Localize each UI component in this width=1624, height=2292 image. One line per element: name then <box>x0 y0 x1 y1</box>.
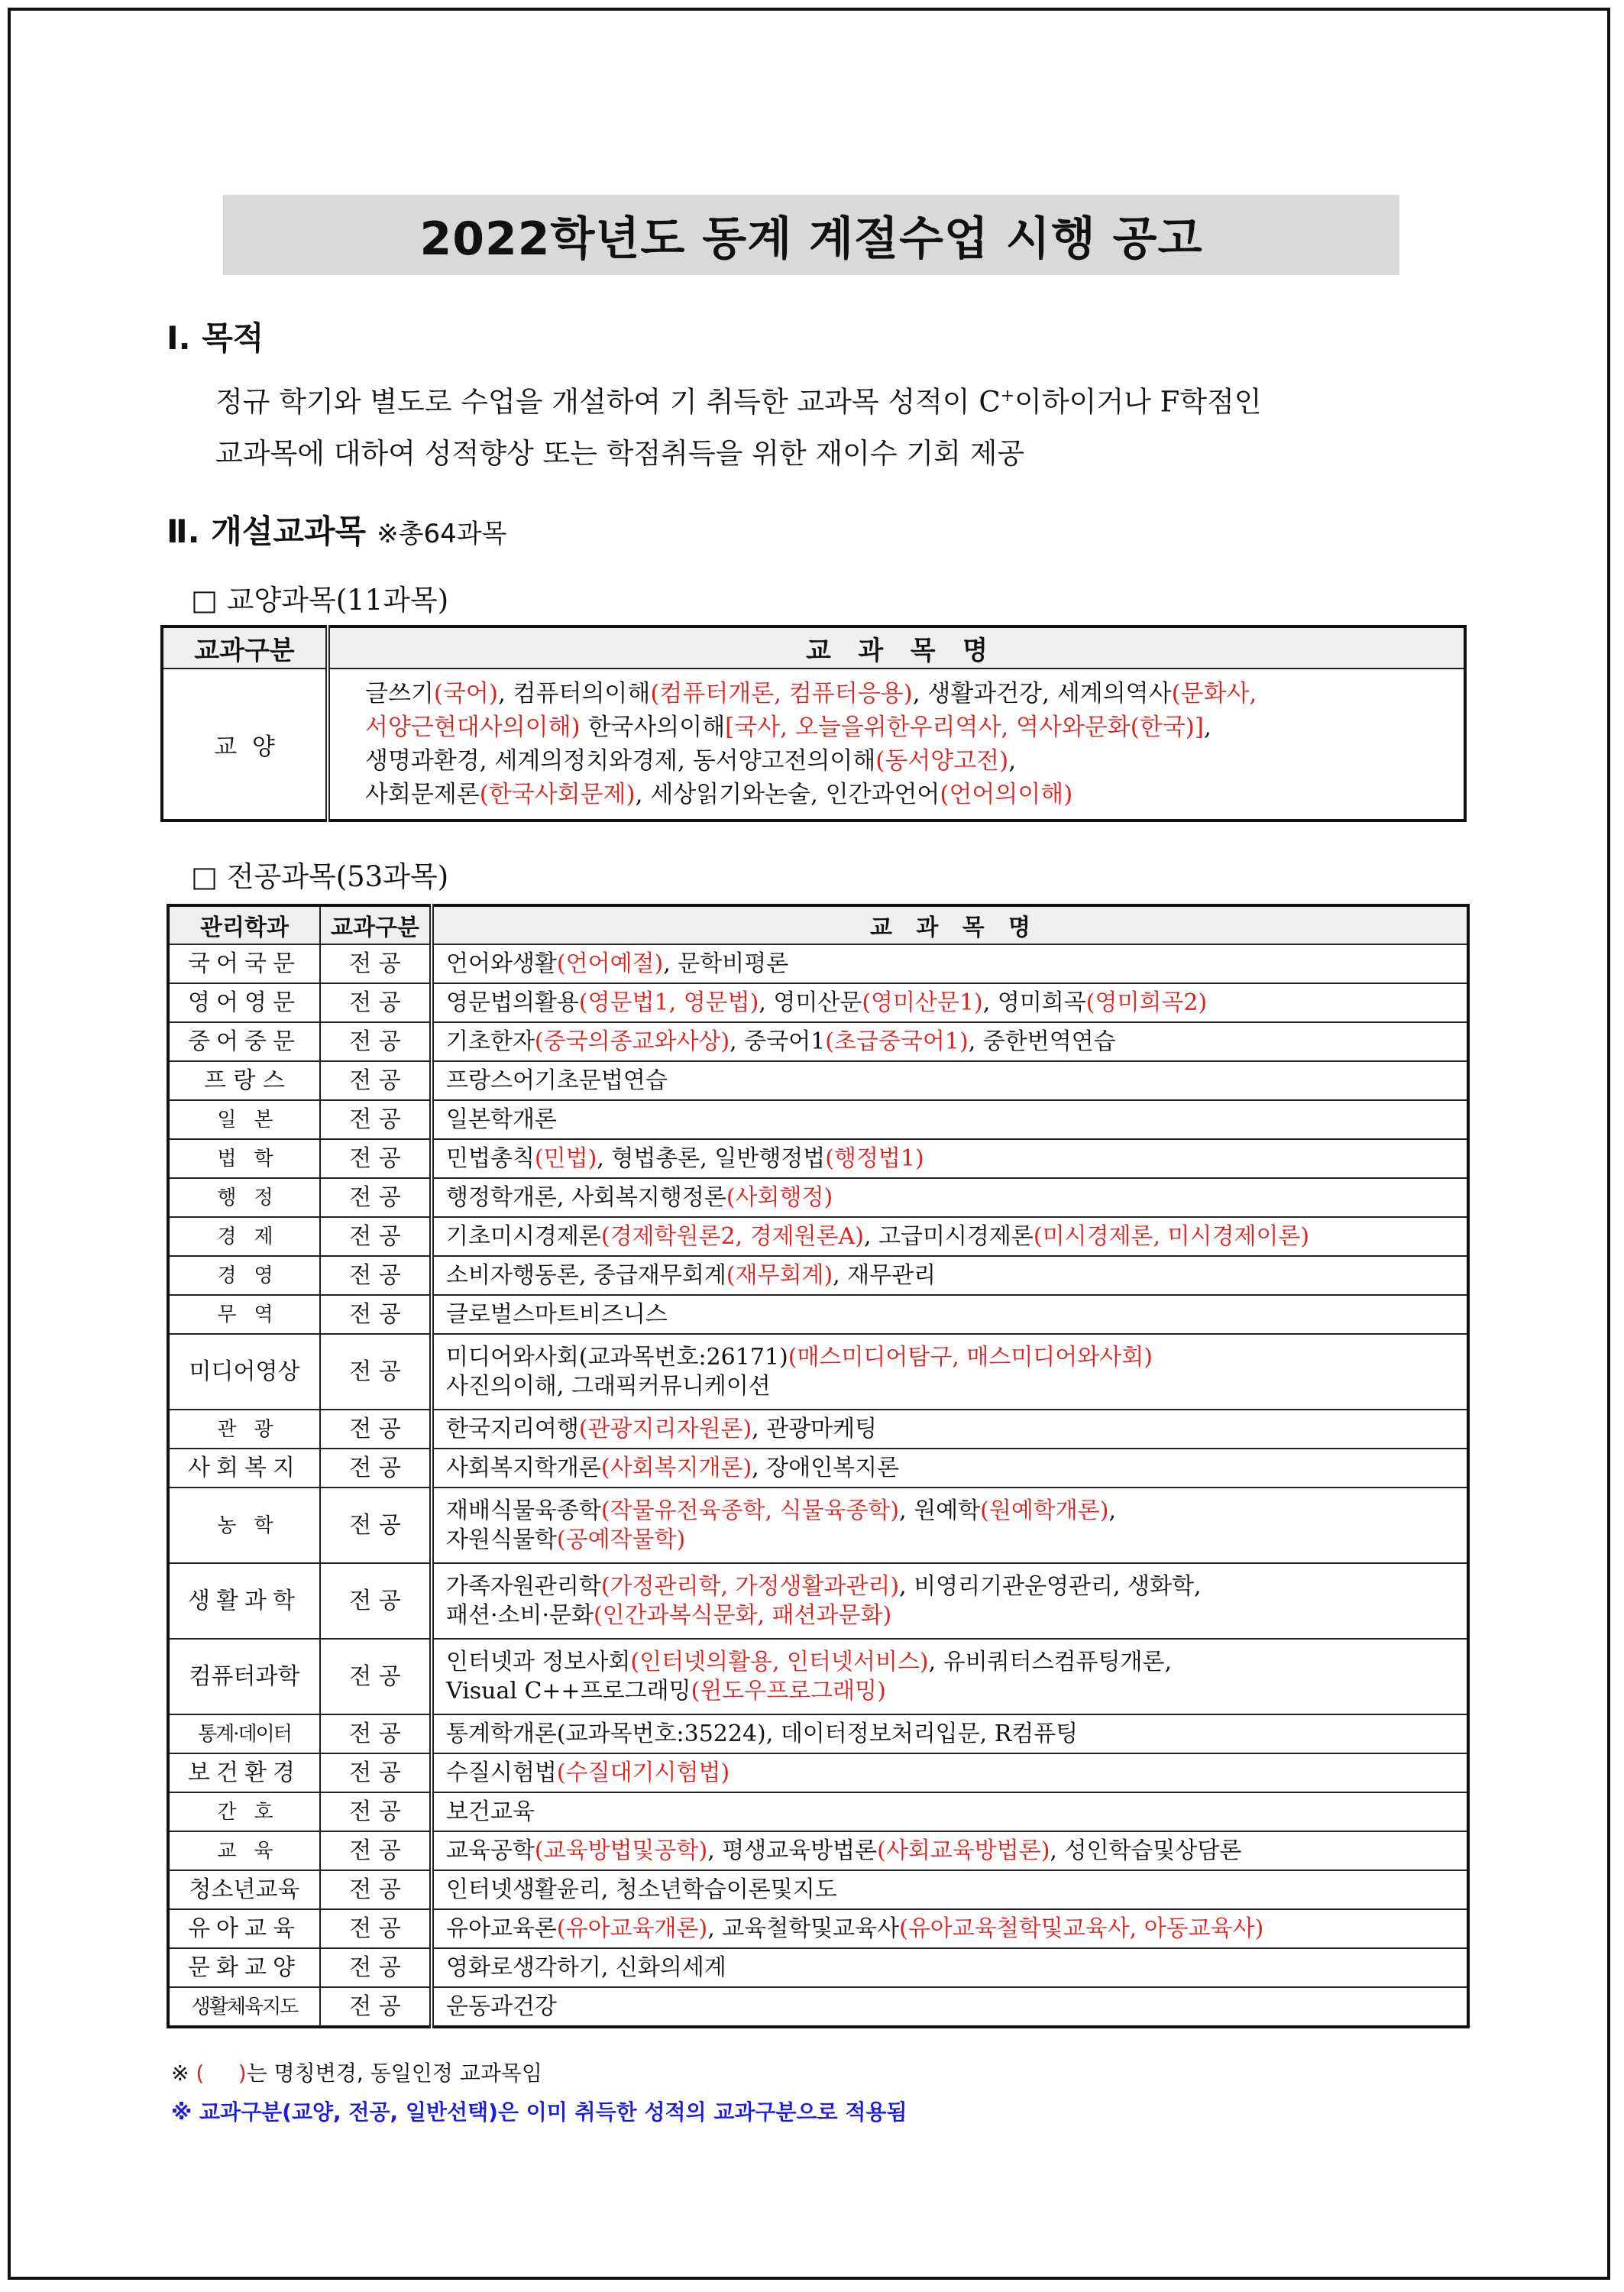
course-list-cell <box>432 1831 1468 1870</box>
course-list-cell <box>432 1488 1468 1563</box>
dept-cell: 경 영 <box>168 1256 320 1295</box>
table-row <box>168 1870 1468 1909</box>
course-text: 일본학개론 <box>446 1106 557 1133</box>
course-list-cell <box>432 1295 1468 1334</box>
category-cell: 전 공 <box>320 1256 432 1295</box>
equivalent-course-text: (윈도우프로그래밍) <box>691 1677 886 1704</box>
dept-cell: 보건환경 <box>168 1753 320 1792</box>
category-cell: 전 공 <box>320 1295 432 1334</box>
course-line <box>446 1497 1454 1526</box>
table-row <box>168 1909 1468 1948</box>
course-list-cell <box>432 1714 1468 1753</box>
category-cell: 전 공 <box>320 1022 432 1061</box>
table-row <box>168 1987 1468 2027</box>
table-row <box>168 1563 1468 1639</box>
dept-cell: 관 광 <box>168 1410 320 1449</box>
equivalent-course-text: (언어예절) <box>556 950 664 977</box>
course-text: 자원식물학 <box>446 1526 557 1553</box>
category-cell: 전 공 <box>320 1792 432 1831</box>
course-text: 보건교육 <box>446 1798 535 1825</box>
table-row <box>168 1256 1468 1295</box>
course-text: 기초한자 <box>446 1028 535 1055</box>
course-text: 인터넷생활윤리, 청소년학습이론및지도 <box>446 1876 837 1903</box>
table-row <box>168 1753 1468 1792</box>
course-list-cell <box>432 1139 1468 1178</box>
course-text: 한국사의이해 <box>580 714 726 741</box>
dept-cell: 국어국문 <box>168 944 320 983</box>
course-text: 패션·소비·문화 <box>446 1601 594 1629</box>
title-banner <box>223 195 1399 275</box>
course-line <box>446 1759 1454 1788</box>
dept-cell: 행 정 <box>168 1178 320 1217</box>
dept-cell: 프 랑 스 <box>168 1061 320 1100</box>
equivalent-course-text: (동서양고전) <box>875 747 1009 775</box>
dept-cell: 미디어영상 <box>168 1334 320 1410</box>
dept-cell: 무 역 <box>168 1295 320 1334</box>
course-text: 유아교육론 <box>446 1915 557 1942</box>
course-text: 교육공학 <box>446 1837 535 1864</box>
equivalent-course-text: (재무회계) <box>726 1261 833 1289</box>
dept-cell: 경 제 <box>168 1217 320 1256</box>
dept-cell: 생활체육지도 <box>168 1987 320 2027</box>
dept-cell: 생활과학 <box>168 1563 320 1639</box>
purpose-text <box>215 371 1468 480</box>
table-row <box>168 1217 1468 1256</box>
course-line <box>365 744 1447 778</box>
course-text: , 관광마케팅 <box>752 1415 878 1442</box>
course-text: 기초미시경제론 <box>446 1222 601 1250</box>
equivalent-course-text: (국어) <box>433 680 498 707</box>
course-line <box>446 1415 1454 1444</box>
table-row <box>168 1022 1468 1061</box>
dept-cell: 농 학 <box>168 1488 320 1563</box>
equivalent-course-text: (유아교육개론) <box>556 1915 708 1942</box>
equivalent-course-text: (인터넷의활용, 인터넷서비스) <box>630 1648 929 1675</box>
header-category: 교과구분 <box>162 626 328 668</box>
header-category: 교과구분 <box>320 905 432 944</box>
course-text: , 세상읽기와논술, 인간과언어 <box>635 781 940 808</box>
category-cell: 전 공 <box>320 1334 432 1410</box>
course-text: , 교육철학및교육사 <box>707 1915 900 1942</box>
course-list-cell <box>432 1909 1468 1948</box>
course-text: 소비자행동론, 중급재무회계 <box>446 1261 726 1289</box>
course-text: 인터넷과 정보사회 <box>446 1648 631 1675</box>
course-text: 영화로생각하기, 신화의세계 <box>446 1954 726 1981</box>
course-text: , 재무관리 <box>833 1261 937 1289</box>
course-text: 가족자원관리학 <box>446 1572 601 1600</box>
course-line <box>446 1720 1454 1749</box>
course-line <box>446 1028 1454 1057</box>
table-row <box>168 1334 1468 1410</box>
course-line <box>446 1601 1454 1630</box>
course-line <box>446 1526 1454 1555</box>
course-list-cell <box>432 983 1468 1022</box>
liberal-subhead: □ 교양과목(11과목) <box>191 584 449 617</box>
course-text: 운동과건강 <box>446 1993 557 2020</box>
equivalent-course-text: (미시경제론, 미시경제이론) <box>1033 1222 1310 1250</box>
table-row <box>168 1488 1468 1563</box>
total-course-note: ※총64과목 <box>377 519 507 549</box>
course-list-cell <box>432 944 1468 983</box>
course-text: , 영미희곡 <box>982 989 1086 1016</box>
equivalent-course-text: (관광지리자원론) <box>578 1415 752 1442</box>
table-row <box>168 1139 1468 1178</box>
table-row <box>168 1061 1468 1100</box>
equivalent-course-text: (행정법1) <box>825 1144 924 1172</box>
category-cell: 전 공 <box>320 1948 432 1987</box>
equivalent-course-text: (영미희곡2) <box>1085 989 1208 1016</box>
course-line <box>446 1915 1454 1944</box>
category-cell: 전 공 <box>320 1987 432 2027</box>
course-text: , 생활과건강, 세계의역사 <box>912 680 1172 707</box>
dept-cell: 중어중문 <box>168 1022 320 1061</box>
course-line <box>446 1343 1454 1372</box>
dept-cell: 문화교양 <box>168 1948 320 1987</box>
course-list-cell <box>432 1948 1468 1987</box>
equivalent-course-text: (한국사회문제) <box>479 781 636 808</box>
header-course-name: 교 과 목 명 <box>328 626 1465 668</box>
section-1-heading: Ⅰ. 목적 <box>167 319 264 357</box>
category-cell: 교 양 <box>162 668 328 821</box>
course-text: , 중국어1 <box>730 1028 826 1055</box>
category-cell: 전 공 <box>320 1449 432 1488</box>
course-text: , 중한번역연습 <box>968 1028 1116 1055</box>
course-list-cell <box>432 1639 1468 1714</box>
equivalent-course-text: (민법) <box>534 1144 597 1172</box>
course-text: , 성인학습및상담론 <box>1050 1837 1242 1864</box>
dept-cell: 청소년교육 <box>168 1870 320 1909</box>
course-text: 생명과환경, 세계의정치와경제, 동서양고전의이해 <box>365 747 876 775</box>
course-text: , 장애인복지론 <box>752 1454 900 1481</box>
course-text: 사회복지학개론 <box>446 1454 601 1481</box>
equivalent-course-text: (문화사, <box>1171 680 1257 707</box>
equivalent-course-text: (중국의종교와사상) <box>534 1028 730 1055</box>
course-text: , 컴퓨터의이해 <box>497 680 651 707</box>
section-2-heading: Ⅱ. 개설교과목 ※총64과목 <box>167 513 507 550</box>
course-text: , <box>1008 747 1017 775</box>
major-courses-table <box>167 904 1470 2028</box>
table-row <box>168 1100 1468 1139</box>
course-line <box>446 950 1454 979</box>
course-text: 사진의이해, 그래픽커뮤니케이션 <box>446 1372 771 1400</box>
course-line <box>446 1954 1454 1983</box>
course-text: 수질시험법 <box>446 1759 557 1786</box>
course-text: 통계학개론(교과목번호:35224), 데이터정보처리입문, R컴퓨팅 <box>446 1720 1079 1747</box>
course-line <box>446 989 1454 1018</box>
table-row <box>168 1178 1468 1217</box>
equivalent-course-text: (경제학원론2, 경제원론A) <box>600 1222 864 1250</box>
dept-cell: 영어영문 <box>168 983 320 1022</box>
course-text: Visual C++프로그래밍 <box>446 1677 691 1704</box>
equivalent-course-text: (가정관리학, 가정생활과관리) <box>600 1572 900 1600</box>
course-line <box>446 1067 1454 1096</box>
course-list-cell <box>432 1449 1468 1488</box>
category-cell: 전 공 <box>320 1831 432 1870</box>
category-cell: 전 공 <box>320 1178 432 1217</box>
equivalent-course-text: (영미산문1) <box>862 989 983 1016</box>
table-row <box>168 1792 1468 1831</box>
category-cell: 전 공 <box>320 1909 432 1948</box>
equivalent-course-text: (언어의이해) <box>940 781 1073 808</box>
course-text: , 형법총론, 일반행정법 <box>597 1144 826 1172</box>
category-cell: 전 공 <box>320 1639 432 1714</box>
table-row <box>168 1948 1468 1987</box>
course-text: 민법총칙 <box>446 1144 535 1172</box>
course-text: , 비영리기관운영관리, 생화학, <box>899 1572 1202 1600</box>
dept-cell: 법 학 <box>168 1139 320 1178</box>
course-line <box>446 1183 1454 1212</box>
course-text: 영문법의활용 <box>446 989 579 1016</box>
category-cell: 전 공 <box>320 1714 432 1753</box>
course-text: 재배식물육종학 <box>446 1497 601 1524</box>
course-text: , <box>1203 714 1212 741</box>
table-row <box>168 1831 1468 1870</box>
equivalent-course-text: (공예작물학) <box>556 1526 686 1553</box>
course-text: 한국지리여행 <box>446 1415 579 1442</box>
major-subhead: □ 전공과목(53과목) <box>191 860 449 893</box>
course-line <box>446 1222 1454 1251</box>
course-line <box>446 1372 1454 1401</box>
course-line <box>446 1572 1454 1601</box>
course-line <box>446 1300 1454 1329</box>
course-list-cell <box>432 1100 1468 1139</box>
equivalent-course-text: (컴퓨터개론, 컴퓨터응용) <box>650 680 913 707</box>
equivalent-course-text: (사회교육방법론) <box>877 1837 1050 1864</box>
course-line <box>446 1261 1454 1290</box>
equivalent-course-text: (원예학개론) <box>980 1497 1109 1524</box>
course-text: , 유비쿼터스컴퓨팅개론, <box>928 1648 1173 1675</box>
category-cell: 전 공 <box>320 1061 432 1100</box>
course-line <box>446 1144 1454 1174</box>
course-text: , 고급미시경제론 <box>863 1222 1034 1250</box>
table-row <box>168 944 1468 983</box>
category-cell: 전 공 <box>320 944 432 983</box>
table-row <box>168 1449 1468 1488</box>
course-line <box>446 1454 1454 1483</box>
category-cell: 전 공 <box>320 1488 432 1563</box>
equivalent-course-text: (수질대기시험법) <box>556 1759 730 1786</box>
course-list-cell <box>432 1987 1468 2027</box>
course-list-cell <box>432 1753 1468 1792</box>
dept-cell: 통계·데이터 <box>168 1714 320 1753</box>
header-course-name: 교 과 목 명 <box>432 905 1468 944</box>
course-text: 프랑스어기초문법연습 <box>446 1067 668 1094</box>
course-text: , <box>1108 1497 1116 1524</box>
equivalent-course-text: (교육방법및공학) <box>534 1837 708 1864</box>
dept-cell: 간 호 <box>168 1792 320 1831</box>
course-text: , 문학비평론 <box>663 950 789 977</box>
course-text: 미디어와사회(교과목번호:26171) <box>446 1343 788 1371</box>
course-text: , 원예학 <box>899 1497 981 1524</box>
course-list-cell <box>432 1870 1468 1909</box>
liberal-arts-table <box>160 625 1467 822</box>
course-line <box>365 778 1447 811</box>
course-list-cell <box>432 1022 1468 1061</box>
equivalent-course-text: (초급중국어1) <box>825 1028 969 1055</box>
dept-cell: 유아교육 <box>168 1909 320 1948</box>
course-text: 글로벌스마트비즈니스 <box>446 1300 668 1328</box>
course-text: , 평생교육방법론 <box>707 1837 878 1864</box>
course-line <box>446 1993 1454 2022</box>
course-text: 행정학개론, 사회복지행정론 <box>446 1183 726 1211</box>
course-list-cell <box>432 1563 1468 1639</box>
table-row <box>168 1410 1468 1449</box>
equivalent-course-text: 서양근현대사의이해) <box>365 714 581 741</box>
page-title: 2022학년도 동계 계절수업 시행 공고 <box>419 212 1203 266</box>
dept-cell: 교 육 <box>168 1831 320 1870</box>
category-cell: 전 공 <box>320 1870 432 1909</box>
liberal-course-list <box>328 668 1465 821</box>
course-list-cell <box>432 1792 1468 1831</box>
header-dept: 관리학과 <box>168 905 320 944</box>
course-list-cell <box>432 1410 1468 1449</box>
table-row <box>168 1639 1468 1714</box>
course-line <box>446 1648 1454 1677</box>
category-cell: 전 공 <box>320 1563 432 1639</box>
equivalent-course-text: (사회복지개론) <box>600 1454 752 1481</box>
equivalent-course-text: [국사, 오늘을위한우리역사, 역사와문화(한국)] <box>725 714 1204 741</box>
course-list-cell <box>432 1178 1468 1217</box>
footnote-rename: ※ ( )는 명칭변경, 동일인정 교과목임 <box>171 2061 542 2086</box>
equivalent-course-text: (사회행정) <box>726 1183 833 1211</box>
dept-cell: 사회복지 <box>168 1449 320 1488</box>
course-list-cell <box>432 1217 1468 1256</box>
course-line <box>365 677 1447 711</box>
course-line <box>446 1876 1454 1905</box>
course-list-cell <box>432 1256 1468 1295</box>
table-row <box>168 983 1468 1022</box>
purpose-line-1: 정규 학기와 별도로 수업을 개설하여 기 취득한 교과목 성적이 C+이하이거나 F학점인 <box>215 385 1262 419</box>
course-text: , 영미산문 <box>759 989 862 1016</box>
category-cell: 전 공 <box>320 1139 432 1178</box>
course-line <box>365 711 1447 744</box>
equivalent-course-text: (인간과복식문화, 패션과문화) <box>593 1601 892 1629</box>
course-list-cell <box>432 1334 1468 1410</box>
equivalent-course-text: (유아교육철학및교육사, 아동교육사) <box>899 1915 1264 1942</box>
table-row <box>168 1714 1468 1753</box>
equivalent-course-text: (매스미디어탐구, 매스미디어와사회) <box>788 1343 1153 1371</box>
dept-cell: 일 본 <box>168 1100 320 1139</box>
course-line <box>446 1677 1454 1706</box>
table-row <box>168 1295 1468 1334</box>
course-line <box>446 1798 1454 1827</box>
category-cell: 전 공 <box>320 983 432 1022</box>
category-cell: 전 공 <box>320 1410 432 1449</box>
category-cell: 전 공 <box>320 1100 432 1139</box>
purpose-line-2: 교과목에 대하여 성적향상 또는 학점취득을 위한 재이수 기회 제공 <box>215 437 1025 471</box>
equivalent-course-text: (영문법1, 영문법) <box>578 989 759 1016</box>
category-cell: 전 공 <box>320 1753 432 1792</box>
course-line <box>446 1106 1454 1135</box>
footnote-category-rule: ※ 교과구분(교양, 전공, 일반선택)은 이미 취득한 성적의 교과구분으로 적용됨 <box>171 2099 907 2125</box>
category-cell: 전 공 <box>320 1217 432 1256</box>
course-text: 글쓰기 <box>365 680 434 707</box>
course-line <box>446 1837 1454 1866</box>
course-text: 사회문제론 <box>365 781 480 808</box>
equivalent-course-text: (작물유전육종학, 식물육종학) <box>600 1497 900 1524</box>
course-list-cell <box>432 1061 1468 1100</box>
dept-cell: 컴퓨터과학 <box>168 1639 320 1714</box>
course-text: 언어와생활 <box>446 950 557 977</box>
